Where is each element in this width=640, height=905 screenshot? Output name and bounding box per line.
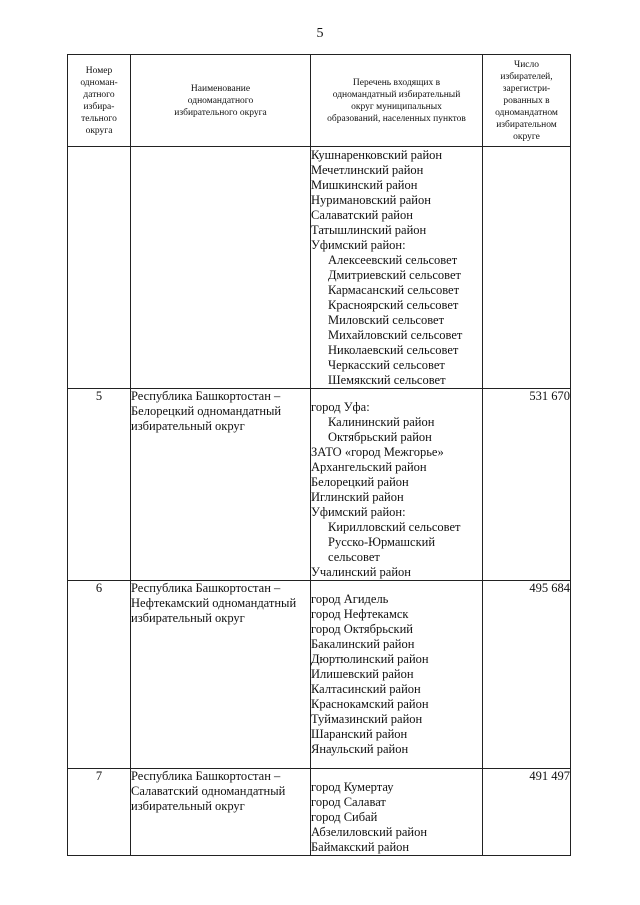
municipality-item: Белорецкий район (311, 475, 409, 489)
municipality-item: Дюртюлинский район (311, 652, 429, 666)
district-number (68, 147, 131, 389)
voter-count: 531 670 (483, 389, 571, 581)
municipality-item: Татышлинский район (311, 223, 427, 237)
municipality-item: Николаевский сельсовет (328, 343, 459, 357)
municipality-item: Туймазинский район (311, 712, 423, 726)
district-name: Республика Башкортостан – Нефтекамский одномандатный избирательный округ (131, 581, 311, 769)
municipality-item: Кирилловский сельсовет (328, 520, 461, 534)
municipality-list (311, 147, 483, 389)
municipality-item: Черкасский сельсовет (328, 358, 445, 372)
municipality-item: город Салават (311, 795, 386, 809)
municipality-item: Красноярский сельсовет (328, 298, 459, 312)
municipality-item: Мишкинский район (311, 178, 418, 192)
municipality-list (311, 769, 483, 856)
header-name: Наименование одномандатного избирательного округа (131, 55, 311, 147)
municipality-item: Архангельский район (311, 460, 427, 474)
municipality-item: Учалинский район (311, 565, 411, 579)
voter-count: 491 497 (483, 769, 571, 856)
table-row (68, 147, 571, 389)
municipality-item: Иглинский район (311, 490, 404, 504)
voter-count (483, 147, 571, 389)
municipality-item: ЗАТО «город Межгорье» (311, 445, 444, 459)
page-number: 5 (316, 26, 324, 41)
municipality-item: Калтасинский район (311, 682, 421, 696)
district-number: 6 (68, 581, 131, 769)
header-list: Перечень входящих в одномандатный избирательный округ муниципальных образований, населенных пунктов (311, 55, 483, 147)
municipality-item: Шемякский сельсовет (328, 373, 446, 387)
municipality-item: Уфимский район: (311, 238, 406, 252)
district-number: 5 (68, 389, 131, 581)
municipality-item: Бакалинский район (311, 637, 415, 651)
header-count: Число избирателей, зарегистри- рованных в одномандатном избирательном округе (483, 55, 571, 147)
table-header-row (68, 55, 571, 147)
districts-table (67, 54, 571, 856)
district-name (131, 147, 311, 389)
municipality-list (311, 389, 483, 581)
municipality-item: город Нефтекамск (311, 607, 409, 621)
municipality-item: Октябрьский район (328, 430, 432, 444)
municipality-item: город Агидель (311, 592, 389, 606)
municipality-list (311, 581, 483, 769)
municipality-item: Краснокамский район (311, 697, 429, 711)
district-name: Республика Башкортостан – Салаватский одномандатный избирательный округ (131, 769, 311, 856)
municipality-item: Нуримановский район (311, 193, 431, 207)
municipality-item: Шаранский район (311, 727, 408, 741)
municipality-item: город Кумертау (311, 780, 394, 794)
table-row (68, 389, 571, 581)
municipality-item: Кармасанский сельсовет (328, 283, 460, 297)
municipality-item: сельсовет (328, 550, 380, 564)
municipality-item: Русско-Юрмашский (328, 535, 436, 549)
municipality-item: Алексеевский сельсовет (328, 253, 458, 267)
table-row (68, 769, 571, 856)
district-name: Республика Башкортостан – Белорецкий одномандатный избирательный округ (131, 389, 311, 581)
municipality-item: город Уфа: (311, 400, 370, 414)
municipality-item: Кушнаренковский район (311, 148, 443, 162)
municipality-item: Абзелиловский район (311, 825, 428, 839)
municipality-item: город Октябрьский (311, 622, 413, 636)
municipality-item: Салаватский район (311, 208, 413, 222)
header-number: Номер одноман- датного избира- тельного округа (68, 55, 131, 147)
municipality-item: Дмитриевский сельсовет (328, 268, 462, 282)
municipality-item: город Сибай (311, 810, 378, 824)
voter-count: 495 684 (483, 581, 571, 769)
municipality-item: Баймакский район (311, 840, 410, 854)
municipality-item: Миловский сельсовет (328, 313, 445, 327)
district-number: 7 (68, 769, 131, 856)
municipality-item: Михайловский сельсовет (328, 328, 463, 342)
municipality-item: Калининский район (328, 415, 435, 429)
municipality-item: Илишевский район (311, 667, 414, 681)
municipality-item: Уфимский район: (311, 505, 406, 519)
table-row (68, 581, 571, 769)
municipality-item: Янаульский район (311, 742, 409, 756)
municipality-item: Мечетлинский район (311, 163, 424, 177)
